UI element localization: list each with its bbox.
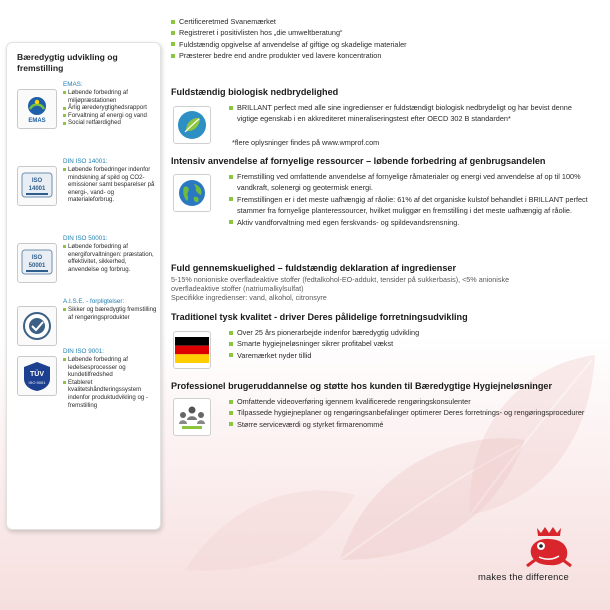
tuv-logo-icon xyxy=(17,356,57,396)
list-item: Løbende forbedringer indenfor mindskning af spild og CO2-emissioner samt besparelser på energi-, vand- og materialeforbrug. xyxy=(63,166,159,204)
list-item: Omfattende videoverføring igennem kvalificerede rengøringskonsulenter xyxy=(229,396,591,407)
german-flag-icon xyxy=(173,331,211,369)
section-title: Intensiv anvendelse af fornyelige ressourcer – løbende forbedring af genbrugsandelen xyxy=(171,156,546,166)
cert-heading: DIN ISO 50001: xyxy=(63,235,108,242)
list-item: Forvaltning af energi og vand xyxy=(63,112,159,120)
list-item: Varemærket nyder tillid xyxy=(229,350,591,361)
svg-text:TÜV: TÜV xyxy=(30,371,44,378)
list-item: Over 25 års pionerarbejde indenfor bæredygtig udvikling xyxy=(229,327,591,338)
frog-logo-icon xyxy=(523,524,575,570)
section-title: Professionel brugeruddannelse og støtte hos kunden til Bæredygtige Hygiejneløsninger xyxy=(171,381,552,391)
iso-14001-logo-icon xyxy=(17,166,57,206)
list-item: Etableret kvalitetshåndteringssystem indenfor produktudvikling og -fremstilling xyxy=(63,379,159,409)
section-title: Fuldstændig biologisk nedbrydelighed xyxy=(171,87,339,97)
svg-text:50001: 50001 xyxy=(28,263,46,269)
list-item: Præsterer bedre end andre produkter ved lavere koncentration xyxy=(171,50,591,61)
svg-text:ISO: ISO xyxy=(31,178,43,184)
sidebar-title: Bæredygtig udvikling og fremstilling xyxy=(17,52,118,73)
section-training xyxy=(171,380,596,429)
list-item: Sikker og bæredygtig fremstilling af rengøringsprodukter xyxy=(63,306,159,321)
list-item: Fremstilling ved omfattende anvendelse af fornyelige råmaterialer og energi ved anvendelse af op til 100% vandkraft, solenergi og geotermisk energi. xyxy=(229,171,591,194)
list-item: BRILLANT perfect med alle sine ingredienser er fuldstændigt biologisk nedbrydeligt og har bevist denne vigtige egenskab i en akkrediteret mineraliseringstest efter OECD 302 B standarden* xyxy=(229,102,591,125)
cert-heading: EMAS: xyxy=(63,81,83,88)
section-renewable-resources xyxy=(171,155,596,227)
list-item: Certificeretmed Svanemærket xyxy=(171,16,591,27)
list-item: Smarte hygiejneløsninger sikrer profitabel vækst xyxy=(229,338,591,349)
specific-ingredients: Specifikke ingredienser: vand, alkohol, citronsyre xyxy=(171,292,327,302)
list-item: Social retfærdighed xyxy=(63,119,159,127)
aise-logo-icon xyxy=(17,306,57,346)
list-item: Tilpassede hygiejneplaner og rengøringsanbefalinger optimerer Deres forretnings- og rengøringsprocedurer xyxy=(229,407,591,418)
people-group-icon xyxy=(173,398,211,436)
list-item: Løbende forbedring af miljøpræstationen xyxy=(63,89,159,104)
section-biodegradability xyxy=(171,86,596,147)
list-item: Fuldstændig opgivelse af anvendelse af giftige og skadelige materialer xyxy=(171,39,591,50)
iso-50001-logo-icon xyxy=(17,243,57,283)
list-item: Større serviceværdi og styrket firmarenommé xyxy=(229,419,591,430)
ingredient-declaration: 5-15% nonioniske overfladeaktive stoffer (fedtalkohol-EO-addukt, tensider på sukkerbasis), <5% anioniske overfladeaktive stoffer (natriumalkylsulfat) xyxy=(171,275,510,293)
brand-tagline: makes the difference xyxy=(478,571,569,582)
list-item: Løbende forbedring af ledelsesprocesser og kundetilfredshed xyxy=(63,356,159,379)
cert-heading: A.I.S.E. - forpligtelser: xyxy=(63,298,125,305)
cert-heading: DIN ISO 14001: xyxy=(63,158,108,165)
section-title: Fuld gennemskuelighed – fuldstændig deklaration af ingredienser xyxy=(171,263,456,273)
intro-bullet-list xyxy=(171,16,591,62)
leaf-decoration-icon xyxy=(180,470,360,580)
emas-logo-icon xyxy=(17,89,57,129)
section-title: Traditionel tysk kvalitet - driver Deres pålidelige forretningsudvikling xyxy=(171,312,468,322)
leaf-cycle-icon xyxy=(173,106,211,144)
certification-sidebar xyxy=(6,42,161,530)
cert-heading: DIN ISO 9001: xyxy=(63,348,104,355)
footnote: *flere oplysninger findes på www.wmprof.com xyxy=(232,138,380,147)
section-quality xyxy=(171,311,596,360)
svg-text:14001: 14001 xyxy=(28,186,46,192)
list-item: Løbende forbedring af energiforvaltningen: præstation, effektivitet, sikkerhed, anvendelse og forbrug. xyxy=(63,243,159,273)
svg-text:ISO 9001: ISO 9001 xyxy=(28,380,46,385)
list-item: Årlig ærederygtighedsrapport xyxy=(63,104,159,112)
leaf-decoration-icon xyxy=(450,350,600,520)
globe-icon xyxy=(173,174,211,212)
section-transparency xyxy=(171,262,596,302)
list-item: Registreret i positivlisten hos „die umweltberatung“ xyxy=(171,27,591,38)
list-item: Fremstillingen er i det meste uafhængig af råolie: 61% af det organiske kulstof behandlet i BRILLANT perfect stammer fra fornyelige planteressourcer, hvilket muliggør en fremstilling i det meste uafhængig af råolie. xyxy=(229,194,591,217)
list-item: Aktiv vandforvaltning med egen ferskvands- og spildevandsrensning. xyxy=(229,217,591,228)
svg-text:ISO: ISO xyxy=(31,255,43,261)
svg-text:EMAS: EMAS xyxy=(28,118,46,124)
